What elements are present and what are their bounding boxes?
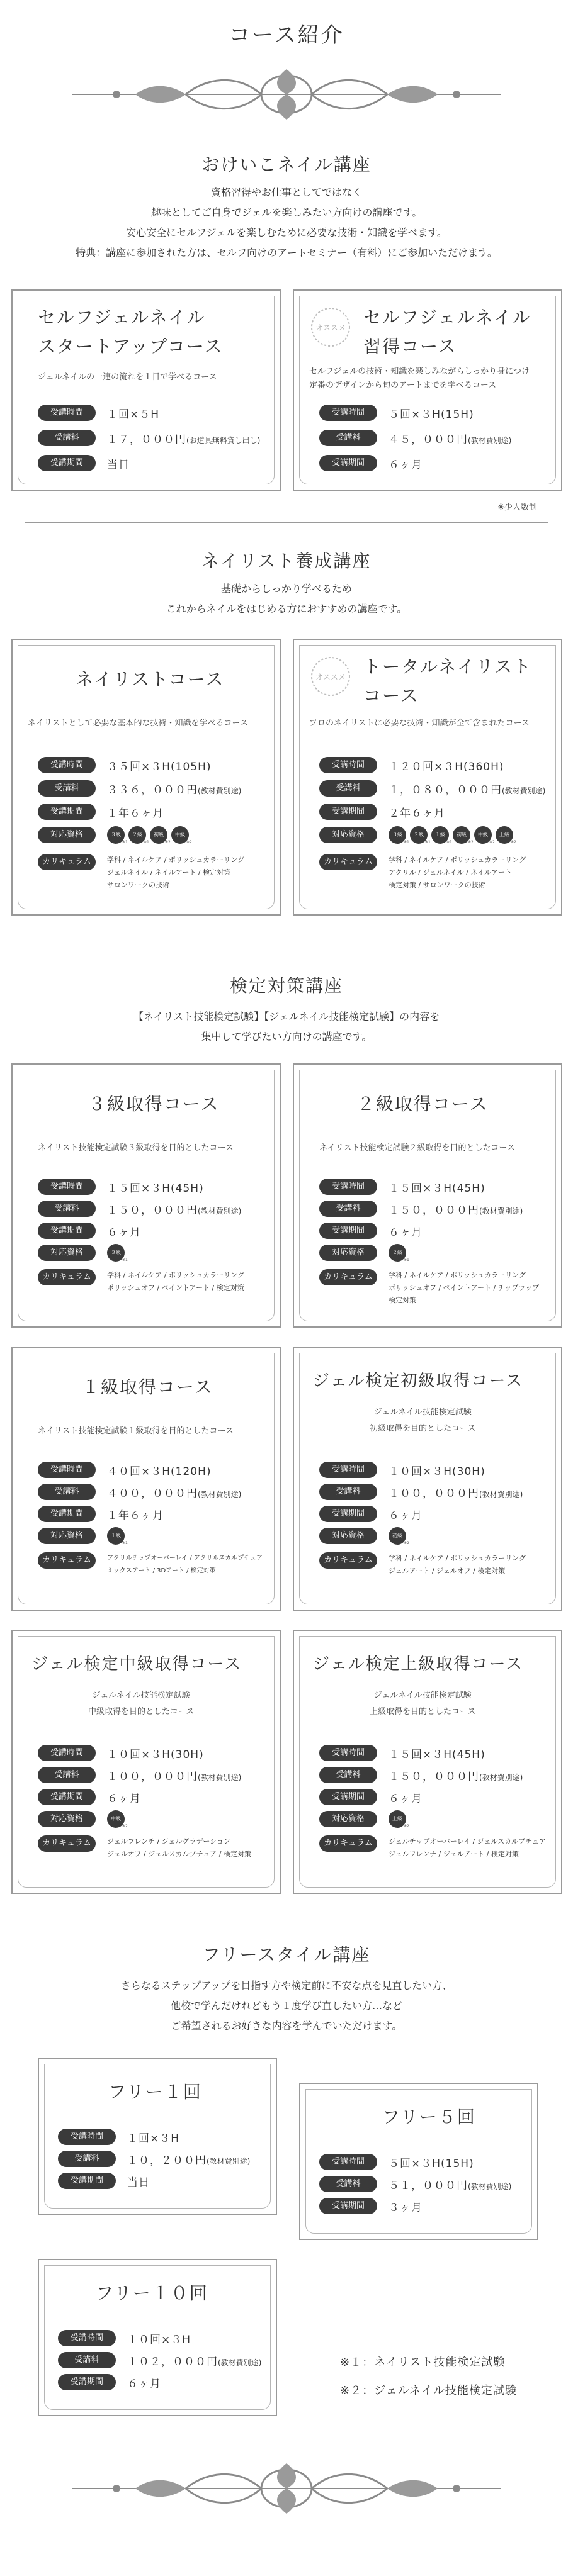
recommend-stamp-icon (307, 652, 355, 700)
curriculum-badge: カリキュラム (38, 1269, 96, 1285)
card-title: ３級取得コース (88, 1094, 220, 1114)
section-desc-freestyle: さらなるステップアップを目指す方や検定前に不安な点を見直したい方、 他校で学んだけれどもう１度学び直したい方…など ご希望されるお好きな内容を学んでいただけます。 (120, 1980, 453, 2032)
course-card-free5 (299, 2083, 538, 2240)
card-title: フリー１０回 (96, 2283, 208, 2304)
period-badge: 受講期間 (319, 455, 377, 471)
course-card-free10 (38, 2259, 277, 2416)
time-value: １５回×３H(45H) (389, 1748, 485, 1761)
qual-icon: ２級 ※1 (410, 826, 428, 844)
qual-icon: 初級 ※2 (150, 826, 167, 844)
time-value: １０回×３H (127, 2333, 191, 2346)
period-badge: 受講期間 (38, 1789, 96, 1805)
fee-badge: 受講料 (38, 780, 96, 797)
fee-value: １５０，０００円(教材費別途) (389, 1770, 523, 1783)
period-badge: 受講期間 (319, 804, 377, 820)
footnote-2: ※２：ジェルネイル技能検定試験 (340, 2384, 517, 2397)
fee-value: ４００，０００円(教材費別途) (107, 1487, 242, 1500)
qual-icon: ３級 ※1 (389, 826, 406, 844)
time-value: １回×５H (107, 408, 160, 421)
card-title: ジェル検定中級取得コース (31, 1655, 242, 1674)
section-desc-okeiko: 資格習得やお仕事としてではなく 趣味としてご自身でジェルを楽しみたい方向けの講座です。 安心安全にセルフジェルを楽しむために必要な技術・知識を学べます。 特典：講座に参加された方は、セルフ向けのアートセミナー（有料）にご参加いただけます。 (76, 186, 497, 259)
qual-icon: 上級 ※2 (389, 1810, 406, 1828)
fee-badge: 受講料 (319, 2176, 377, 2192)
fee-badge: 受講料 (319, 430, 377, 446)
bottom-ornament-icon (60, 2454, 513, 2523)
time-value: ５回×３H(15H) (389, 2157, 474, 2170)
course-card-gel-advanced (293, 1630, 562, 1894)
time-badge: 受講時間 (319, 2154, 377, 2170)
time-value: １０回×３H(30H) (389, 1465, 485, 1478)
card-subtitle: ネイリスト技能検定試験２級取得を目的としたコース (319, 1143, 515, 1153)
fee-badge: 受講料 (319, 1201, 377, 1217)
curriculum-badge: カリキュラム (38, 1552, 96, 1569)
curriculum-badge: カリキュラム (38, 1835, 96, 1852)
period-value: ６ヶ月 (107, 1792, 141, 1805)
card-subtitle: ネイリスト技能検定試験３級取得を目的としたコース (38, 1143, 234, 1153)
time-badge: 受講時間 (38, 1462, 96, 1478)
qual-badge: 対応資格 (38, 1245, 96, 1261)
curriculum-badge: カリキュラム (38, 854, 96, 870)
period-value: ２年６ヶ月 (389, 807, 445, 820)
small-class-note: ※少人数制 (497, 503, 537, 512)
curriculum-text: 学科 / ネイルケア / ポリッシュカラーリング ポリッシュオフ / ペイントアート / 検定対策 (107, 1271, 245, 1292)
period-badge: 受講期間 (319, 1506, 377, 1522)
curriculum-text: ジェルチップオーバーレイ / ジェルスカルプチュア ジェルフレンチ / ジェルアート / 検定対策 (389, 1837, 546, 1858)
fee-value: １７，０００円(お道具無料貸し出し) (107, 433, 261, 446)
top-ornament-icon (60, 60, 513, 129)
section-desc-nailist: 基礎からしっかり学べるため これからネイルをはじめる方におすすめの講座です。 (166, 583, 407, 615)
qual-icon: １級 ※1 (431, 826, 449, 844)
qual-icon: 初級 ※2 (389, 1527, 406, 1545)
period-badge: 受講期間 (58, 2173, 116, 2189)
period-value: ６ヶ月 (389, 1509, 423, 1522)
period-badge: 受講期間 (58, 2374, 116, 2390)
period-value: ３ヶ月 (389, 2201, 423, 2214)
curriculum-text: 学科 / ネイルケア / ポリッシュカラーリング ジェルネイル / ネイルアート / 検定対策 サロンワークの技術 (107, 856, 245, 889)
qual-icon: 中級 ※2 (107, 1810, 125, 1828)
period-badge: 受講期間 (38, 1223, 96, 1239)
qual-badge: 対応資格 (38, 827, 96, 843)
fee-value: １００，０００円(教材費別途) (107, 1770, 242, 1783)
section-title-okeiko: おけいこネイル講座 (201, 154, 372, 175)
course-card-gel-intermediate (11, 1630, 281, 1894)
curriculum-text: ジェルフレンチ / ジェルグラデーション ジェルオフ / ジェルスカルプチュア / 検定対策 (107, 1837, 251, 1858)
fee-value: １０，２００円(教材費別途) (127, 2154, 251, 2167)
fee-badge: 受講料 (58, 2352, 116, 2368)
card-subtitle: ジェルネイル技能検定試験 中級取得を目的としたコース (88, 1691, 195, 1716)
time-value: １回×３H (127, 2132, 180, 2145)
card-subtitle: ネイリストとして必要な基本的な技術・知識を学べるコース (28, 719, 248, 728)
page-title: コース紹介 (229, 23, 344, 48)
period-badge: 受講期間 (319, 2198, 377, 2214)
card-title: ジェル検定初級取得コース (313, 1372, 524, 1391)
fee-value: ３３６，０００円(教材費別途) (107, 783, 242, 797)
fee-badge: 受講料 (38, 430, 96, 446)
period-value: ６ヶ月 (107, 1226, 141, 1239)
course-card-self-startup (11, 289, 281, 491)
qual-icon: 中級 ※2 (171, 826, 189, 844)
period-value: ６ヶ月 (389, 1226, 423, 1239)
fee-badge: 受講料 (38, 1201, 96, 1217)
period-badge: 受講期間 (38, 455, 96, 471)
qual-badge: 対応資格 (38, 1528, 96, 1544)
fee-value: １，０８０，０００円(教材費別途) (389, 783, 546, 797)
qual-icon: ２級 ※1 (128, 826, 146, 844)
course-card-nailist (11, 639, 281, 916)
fee-badge: 受講料 (38, 1767, 96, 1783)
qual-badge: 対応資格 (319, 1811, 377, 1827)
card-title: ２級取得コース (357, 1094, 489, 1114)
qual-icon: ３級 ※1 (107, 1244, 125, 1262)
svg-text:オススメ: オススメ (315, 323, 346, 332)
period-badge: 受講期間 (38, 1506, 96, 1522)
qual-icon: 初級 ※2 (453, 826, 470, 844)
time-badge: 受講時間 (58, 2129, 116, 2145)
card-title: フリー１回 (108, 2081, 202, 2102)
curriculum-badge: カリキュラム (319, 854, 377, 870)
section-title-freestyle: フリースタイル講座 (202, 1944, 371, 1965)
time-badge: 受講時間 (38, 757, 96, 773)
qual-badge: 対応資格 (38, 1811, 96, 1827)
time-value: ３５回×３H(105H) (107, 760, 212, 773)
fee-badge: 受講料 (319, 1767, 377, 1783)
fee-value: １５０，０００円(教材費別途) (389, 1204, 523, 1217)
card-title: セルフジェルネイル スタートアップコース (38, 307, 224, 357)
period-badge: 受講期間 (319, 1223, 377, 1239)
time-badge: 受講時間 (319, 1462, 377, 1478)
card-title: ジェル検定上級取得コース (313, 1655, 524, 1674)
course-card-grade1 (11, 1347, 281, 1611)
fee-badge: 受講料 (319, 1484, 377, 1500)
period-value: ６ヶ月 (389, 1792, 423, 1805)
card-title: セルフジェルネイル 習得コース (363, 307, 531, 357)
time-badge: 受講時間 (319, 1179, 377, 1195)
curriculum-badge: カリキュラム (319, 1835, 377, 1852)
section-desc-exam: 【ネイリスト技能検定試験】【ジェルネイル技能検定試験】の内容を 集中して学びたい方向けの講座です。 (133, 1011, 440, 1043)
period-value: 当日 (107, 458, 130, 471)
qual-icon: ３級 ※1 (107, 826, 125, 844)
curriculum-badge: カリキュラム (319, 1269, 377, 1285)
time-value: １５回×３H(45H) (107, 1182, 204, 1195)
period-value: ６ヶ月 (127, 2377, 161, 2390)
time-value: １２０回×３H(360H) (389, 760, 504, 773)
card-subtitle: プロのネイリストに必要な技術・知識が全て含まれたコース (309, 719, 530, 728)
time-value: ５回×３H(15H) (389, 408, 474, 421)
divider (25, 522, 548, 523)
qual-icon: ２級 ※1 (389, 1244, 406, 1262)
fee-value: ５１，０００円(教材費別途) (389, 2179, 512, 2192)
course-card-total-nailist (293, 639, 562, 916)
time-badge: 受講時間 (319, 1745, 377, 1761)
section-title-exam: 検定対策講座 (229, 975, 343, 996)
curriculum-text: 学科 / ネイルケア / ポリッシュカラーリング ポリッシュオフ / ペイントアート / チップラップ 検定対策 (389, 1271, 540, 1304)
card-title: １級取得コース (82, 1377, 213, 1397)
section-title-nailist: ネイリスト養成講座 (201, 551, 372, 571)
time-badge: 受講時間 (319, 405, 377, 421)
course-card-grade3 (11, 1063, 281, 1328)
qual-icon: 中級 ※2 (474, 826, 492, 844)
fee-badge: 受講料 (58, 2151, 116, 2167)
svg-text:オススメ: オススメ (315, 673, 346, 681)
time-badge: 受講時間 (38, 1179, 96, 1195)
course-card-grade2 (293, 1063, 562, 1328)
period-badge: 受講期間 (319, 1789, 377, 1805)
fee-value: １０２，０００円(教材費別途) (127, 2355, 262, 2368)
fee-value: ４５，０００円(教材費別途) (389, 433, 512, 446)
qual-icon: 上級 ※2 (496, 826, 513, 844)
card-subtitle: セルフジェルの技術・知識を楽しみながらしっかり身につけ 定番のデザインから旬のアートまでを学べるコース (309, 367, 530, 390)
fee-value: １５０，０００円(教材費別途) (107, 1204, 242, 1217)
period-value: １年６ヶ月 (107, 1509, 164, 1522)
card-subtitle: ネイリスト技能検定試験１級取得を目的としたコース (38, 1426, 234, 1436)
time-badge: 受講時間 (38, 405, 96, 421)
card-title: ネイリストコース (76, 669, 225, 690)
time-badge: 受講時間 (319, 757, 377, 773)
footnote-1: ※１：ネイリスト技能検定試験 (340, 2356, 506, 2369)
curriculum-badge: カリキュラム (319, 1552, 377, 1569)
qual-badge: 対応資格 (319, 827, 377, 843)
qual-icon: １級 ※1 (107, 1527, 125, 1545)
fee-badge: 受講料 (38, 1484, 96, 1500)
card-subtitle: ジェルネイル技能検定試験 上級取得を目的としたコース (370, 1691, 476, 1716)
time-badge: 受講時間 (38, 1745, 96, 1761)
fee-value: １００，０００円(教材費別途) (389, 1487, 523, 1500)
curriculum-text: 学科 / ネイルケア / ポリッシュカラーリング アクリル / ジェルネイル / ネイルアート 検定対策 / サロンワークの技術 (389, 856, 526, 889)
card-title: フリー５回 (382, 2107, 476, 2127)
time-value: ４０回×３H(120H) (107, 1465, 212, 1478)
period-value: １年６ヶ月 (107, 807, 164, 820)
period-value: 当日 (127, 2176, 150, 2189)
curriculum-text: 学科 / ネイルケア / ポリッシュカラーリング ジェルアート / ジェルオフ / 検定対策 (389, 1554, 526, 1575)
period-badge: 受講期間 (38, 804, 96, 820)
course-card-free1 (38, 2058, 277, 2215)
period-value: ６ヶ月 (389, 458, 423, 471)
recommend-stamp-icon (307, 303, 355, 351)
card-title: トータルネイリスト コース (363, 656, 533, 706)
qual-badge: 対応資格 (319, 1245, 377, 1261)
fee-badge: 受講料 (319, 780, 377, 797)
course-card-self-mastery (293, 289, 562, 491)
curriculum-text: アクリルチップオーバーレイ / アクリルスカルプチュア ミックスアート / 3Dアート / 検定対策 (107, 1555, 263, 1574)
course-card-gel-beginner (293, 1347, 562, 1611)
time-value: １０回×３H(30H) (107, 1748, 204, 1761)
time-value: １５回×３H(45H) (389, 1182, 485, 1195)
card-subtitle: ジェルネイル技能検定試験 初級取得を目的としたコース (370, 1408, 476, 1433)
card-subtitle: ジェルネイルの一連の流れを１日で学べるコース (38, 372, 217, 382)
time-badge: 受講時間 (58, 2330, 116, 2346)
qual-badge: 対応資格 (319, 1528, 377, 1544)
